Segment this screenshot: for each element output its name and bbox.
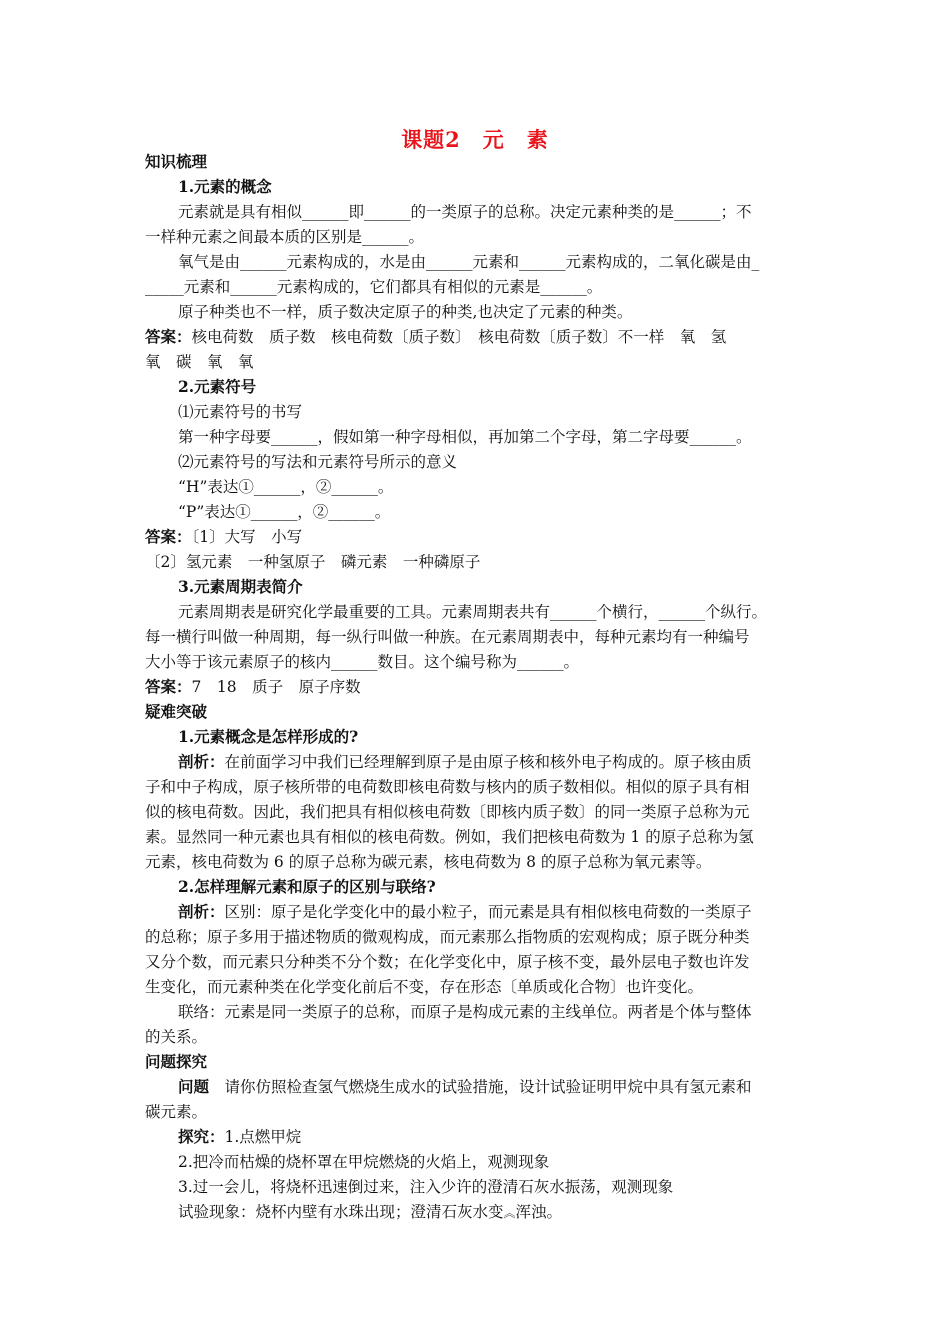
answer-line — [145, 325, 726, 349]
section-heading-explore: 问题探究 — [145, 1052, 208, 1071]
paragraph-line: ⑵元素符号的写法和元素符号所示的意义 — [178, 453, 458, 471]
paragraph-line: “P”表达①______，②______。 — [178, 503, 391, 521]
question-text: 请你仿照检查氢气燃烧生成水的试验措施，设计试验证明甲烷中具有氢元素和 — [209, 1078, 752, 1096]
paragraph-line: 大小等于该元素原子的核内______数目。这个编号称为______。 — [145, 653, 580, 671]
section-heading-knowledge: 知识梳理 — [145, 152, 208, 171]
paragraph-line: 联络：元素是同一类原子的总称，而原子是构成元素的主线单位。两者是个体与整体 — [178, 1003, 752, 1021]
subheading-periodic-table: 3.元素周期表简介 — [178, 577, 303, 596]
paragraph-line: 素。显然同一种元素也具有相似的核电荷数。例如，我们把核电荷数为 1 的原子总称为氢 — [145, 828, 754, 846]
answer-text: 7 18 质子 原子序数 — [191, 678, 361, 696]
paragraph-line: 元素就是具有相似______即______的一类原子的总称。决定元素种类的是______；不 — [178, 203, 752, 221]
answer-line: 〔2〕氢元素 一种氢原子 磷元素 一种磷原子 — [145, 553, 481, 571]
explore-label: 探究： — [178, 1127, 225, 1146]
answer-line — [145, 525, 302, 549]
paragraph-line: 子和中子构成，原子核所带的电荷数即核电荷数与核内的质子数相似。相似的原子具有相 — [145, 778, 750, 796]
paragraph-line: 氧气是由______元素构成的，水是由______元素和______元素构成的，二氧化碳是由_ — [178, 253, 760, 271]
answer-label: 答案： — [145, 327, 192, 346]
paragraph-line: 生变化，而元素种类在化学变化前后不变，存在形态〔单质或化合物〕也许变化。 — [145, 978, 704, 996]
paragraph-line: 2.把冷而枯燥的烧杯罩在甲烷燃烧的火焰上，观测现象 — [178, 1153, 550, 1171]
answer-text: 核电荷数 质子数 核电荷数〔质子数〕 核电荷数〔质子数〕不一样 氧 氢 — [191, 328, 727, 346]
page-title: 课题2 元 素 — [401, 127, 549, 152]
paragraph-line: ⑴元素符号的书写 — [178, 403, 303, 421]
analysis-label: 剖析： — [178, 902, 225, 921]
analysis-text: 区别：原子是化学变化中的最小粒子，而元素是具有相似核电荷数的一类原子 — [224, 903, 752, 921]
paragraph-line: 元素，核电荷数为 6 的原子总称为碳元素，核电荷数为 8 的原子总称为氧元素等。 — [145, 853, 712, 871]
paragraph-line: 第一种字母要______，假如第一种字母相似，再加第二个字母，第二字母要______。 — [178, 428, 752, 446]
answer-line: 氧 碳 氧 氧 — [145, 353, 254, 371]
answer-label: 答案： — [145, 527, 192, 546]
question-heading: 2.怎样理解元素和原子的区别与联络? — [178, 877, 436, 896]
paragraph-line: 似的核电荷数。因此，我们把具有相似核电荷数〔即核内质子数〕的同一类原子总称为元 — [145, 803, 750, 821]
paragraph-line: 元素周期表是研究化学最重要的工具。元素周期表共有______个横行，______个纵行。 — [178, 603, 768, 621]
paragraph-line — [178, 1075, 752, 1099]
observation-tail: 浑浊。 — [515, 1203, 563, 1221]
explore-text: 1.点燃甲烷 — [224, 1128, 302, 1146]
paragraph-line: 又分个数，而元素只分种类不分个数；在化学变化中，原子核不变，最外层电子数也许发 — [145, 953, 750, 971]
question-heading: 1.元素概念是怎样形成的? — [178, 727, 359, 746]
section-heading-difficulty: 疑难突破 — [145, 702, 208, 721]
observation-text: 试验现象：烧杯内壁有水珠出现；澄清石灰水变 — [178, 1203, 504, 1221]
answer-label: 答案： — [145, 677, 192, 696]
paragraph-line: “H”表达①______，②______。 — [178, 478, 394, 496]
paragraph-line — [178, 1200, 562, 1225]
paragraph-line — [178, 1125, 301, 1149]
analysis-label: 剖析： — [178, 752, 225, 771]
paragraph-line: 的总称；原子多用于描述物质的微观构成，而元素那么指物质的宏观构成；原子既分种类 — [145, 928, 750, 946]
paragraph-line: 的关系。 — [145, 1028, 208, 1046]
analysis-text: 在前面学习中我们已经理解到原子是由原子核和核外电子构成的。原子核由质 — [224, 753, 752, 771]
answer-line — [145, 675, 361, 699]
paragraph-line: 原子种类也不一样，质子数决定原子的种类,也决定了元素的种类。 — [178, 303, 633, 321]
answer-text: 〔1〕大写 小写 — [191, 528, 303, 546]
subheading-element-symbol: 2.元素符号 — [178, 377, 257, 396]
paragraph-line: 3.过一会儿，将烧杯迅速倒过来，注入少许的澄清石灰水振荡，观测现象 — [178, 1178, 674, 1196]
paragraph-line: 一样种元素之间最本质的区别是______。 — [145, 228, 425, 246]
paragraph-line: 每一横行叫做一种周期，每一纵行叫做一种族。在元素周期表中，每种元素均有一种编号 — [145, 628, 750, 646]
paragraph-line — [178, 900, 752, 924]
paragraph-line: _____元素和______元素构成的，它们都具有相似的元素是______。 — [145, 278, 603, 296]
caret-mark: ︽ — [503, 1206, 516, 1220]
subheading-element-concept: 1.元素的概念 — [178, 177, 272, 196]
paragraph-line: 碳元素。 — [145, 1103, 208, 1121]
question-label: 问题 — [178, 1077, 210, 1096]
paragraph-line — [178, 750, 752, 774]
